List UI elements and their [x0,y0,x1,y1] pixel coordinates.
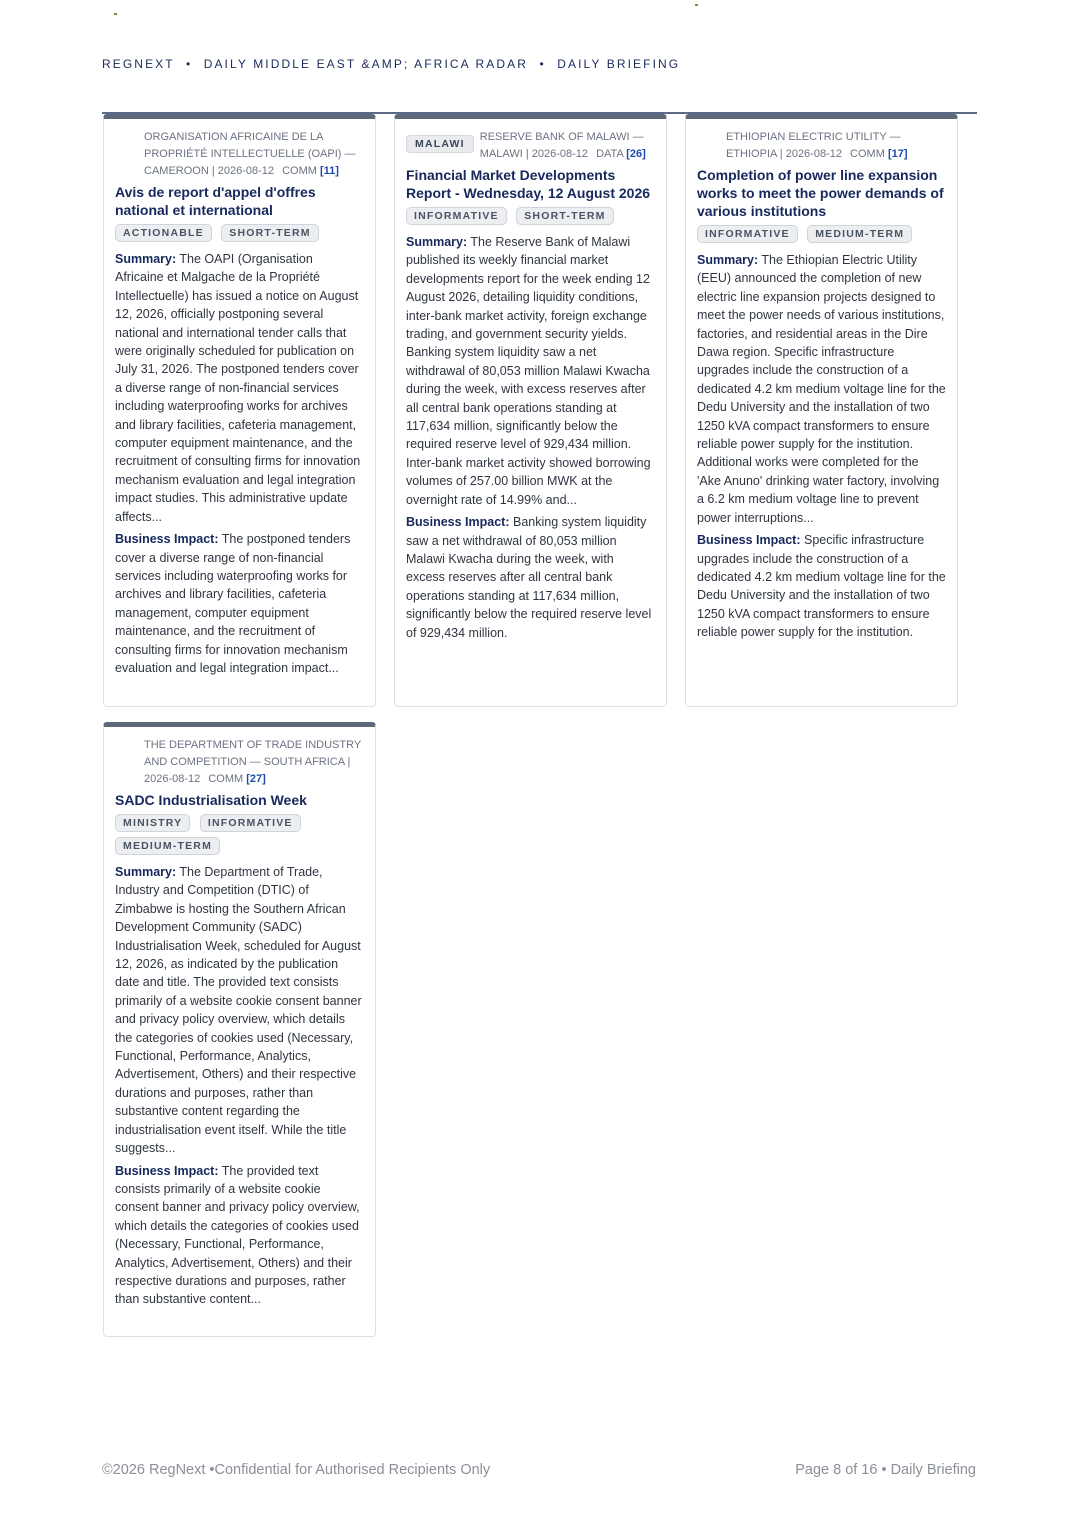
card-title: Avis de report d'appel d'offres national et international [115,184,316,218]
impact-label: Business Impact: [697,533,801,548]
tag-badge: MEDIUM-TERM [115,837,220,855]
impact-text: Banking system liquidity saw a net withdrawal of 80,053 million Malawi Kwacha during the week, with excess reserves after all central bank operations standing at 117,634 million, significantly below the required reserve level of 929,434 million. [406,515,652,640]
card-ref-link[interactable]: [17] [887,148,908,160]
header-separator: • [185,57,193,71]
card-meta [115,129,364,180]
summary-text: The Reserve Bank of Malawi published its weekly financial market developments report for the week ending 12 August 2026, detailing liquidity conditions, inter-bank market activity, foreign exchange trading, and government security yields. Banking system liquidity saw a net withdrawal of 80,053 million Malawi Kwacha during the week, with excess reserves after all central bank operations standing at 117,634 million, significantly below the required reserve level of 929,434 million. Inter-bank market activity showed borrowing volumes of 257.00 billion MWK at the overnight rate of 14.99% and... [406,235,651,507]
tag-badge: ACTIONABLE [115,224,212,242]
tag-badge: MINISTRY [115,814,190,832]
tag-badge: INFORMATIVE [200,814,301,832]
header-brand: REGNEXT [102,57,175,71]
header-separator: • [539,57,546,71]
card-impact [115,530,364,677]
header-doc-type: DAILY BRIEFING [557,57,681,71]
tag-badge: INFORMATIVE [697,225,798,243]
card-summary [406,233,655,509]
country-badge: MALAWI [406,135,474,153]
card-ref-link[interactable]: [26] [626,148,646,160]
news-card [103,114,376,707]
card-title: Completion of power line expansion works to meet the power demands of various institutions [697,167,944,219]
card-ref-link[interactable]: [27] [246,773,266,785]
card-kind: COMM [282,165,317,177]
impact-text: Specific infrastructure upgrades include the construction of a dedicated 4.2 km medium voltage line for the Dedu University and the installation of two 1250 kVA compact transformers to ensure reliable power supply for the institution. [697,533,946,640]
card-tags [697,224,946,247]
tag-badge: SHORT-TERM [221,224,318,242]
summary-label: Summary: [115,252,177,266]
scan-speck [695,4,698,6]
header-product: DAILY MIDDLE EAST &AMP; AFRICA RADAR [203,57,529,71]
card-source: ETHIOPIAN ELECTRIC UTILITY — ETHIOPIA | 2026-08-12 [726,131,901,160]
footer-page-number: Page 8 of 16 • Daily Briefing [795,1462,976,1478]
card-summary [697,251,946,527]
tag-badge: MEDIUM-TERM [807,225,912,243]
card-summary [115,863,364,1158]
impact-text: The postponed tenders cover a diverse range of non-financial services including waterproofing works for archives and library facilities, cafeteria management, computer equipment maintenance, and the recruitment of consulting firms for innovation mechanism evaluation and legal integration impact... [115,532,351,675]
scan-speck [114,13,117,15]
summary-text: The Department of Trade, Industry and Competition (DTIC) of Zimbabwe is hosting the Southern African Development Community (SADC) Industrialisation Week, scheduled for August 12, 2026, as indicated by the publication date and title. The provided text consists primarily of a website cookie consent banner and privacy policy overview, which details the categories of cookies used (Necessary, Functional, Performance, Analytics, Advertisement, Others) and their respective durations and purposes, rather than substantive content regarding the industrialisation event itself. While the title suggests... [115,865,362,1156]
card-summary [115,250,364,526]
news-card [103,722,376,1337]
tag-badge: SHORT-TERM [516,207,613,225]
card-kind: COMM [208,773,244,785]
card-source: RESERVE BANK OF MALAWI — MALAWI | 2026-08-12 [479,131,644,160]
card-meta [406,129,655,163]
card-source: ORGANISATION AFRICAINE DE LA PROPRIÉTÉ INTELLECTUELLE (OAPI) — CAMEROON | 2026-08-12 [144,131,356,177]
card-tags [115,223,364,246]
impact-label: Business Impact: [115,1163,219,1178]
card-impact [697,531,946,641]
summary-label: Summary: [406,235,468,249]
summary-text: The Ethiopian Electric Utility (EEU) announced the completion of new electric line expansion projects designed to meet the power needs of various institutions, factories, and residential areas in the Dire Dawa region. Specific infrastructure upgrades include the construction of a dedicated 4.2 km medium voltage line for the Dedu University and the installation of two 1250 kVA compact transformers to ensure reliable power supply for the institution. Additional works were completed for the 'Ake Anuno' drinking water factory, involving a 6.2 km medium voltage line to prevent power interruptions... [697,253,946,525]
running-header [102,57,680,71]
card-title: Financial Market Developments Report - Wednesday, 12 August 2026 [406,167,651,201]
card-impact [115,1162,364,1309]
impact-label: Business Impact: [115,532,219,547]
summary-label: Summary: [697,253,759,267]
news-card [685,114,958,707]
card-title: SADC Industrialisation Week [115,792,307,808]
summary-text: The OAPI (Organisation Africaine et Malgache de la Propriété Intellectuelle) has issued a notice on August 12, 2026, officially postponing several national and international tender calls that were originally scheduled for publication on July 31, 2026. The postponed tenders cover a diverse range of non-financial services including waterproofing works for archives and library facilities, cafeteria management, computer equipment maintenance, and the recruitment of consulting firms for innovation mechanism evaluation and legal integration impact studies. This administrative update affects... [115,252,361,524]
card-tags [406,206,655,229]
card-kind: COMM [850,148,885,160]
impact-label: Business Impact: [406,515,510,530]
summary-label: Summary: [115,865,177,879]
tag-badge: INFORMATIVE [406,207,507,225]
card-ref-link[interactable]: [11] [319,165,339,177]
card-source: THE DEPARTMENT OF TRADE INDUSTRY AND COMPETITION — SOUTH AFRICA | 2026-08-12 [144,739,361,785]
impact-text: The provided text consists primarily of a website cookie consent banner and privacy policy overview, which details the categories of cookies used (Necessary, Functional, Performance, Analytics, Advertisement, Others) and their respective durations and purposes, rather than substantive content... [115,1163,360,1307]
card-kind: DATA [596,148,624,160]
card-meta [697,129,946,163]
card-tags [115,813,364,859]
card-meta [115,737,364,788]
card-impact [406,513,655,642]
news-card [394,114,667,707]
footer-copyright: ©2026 RegNext •Confidential for Authorised Recipients Only [102,1462,491,1478]
